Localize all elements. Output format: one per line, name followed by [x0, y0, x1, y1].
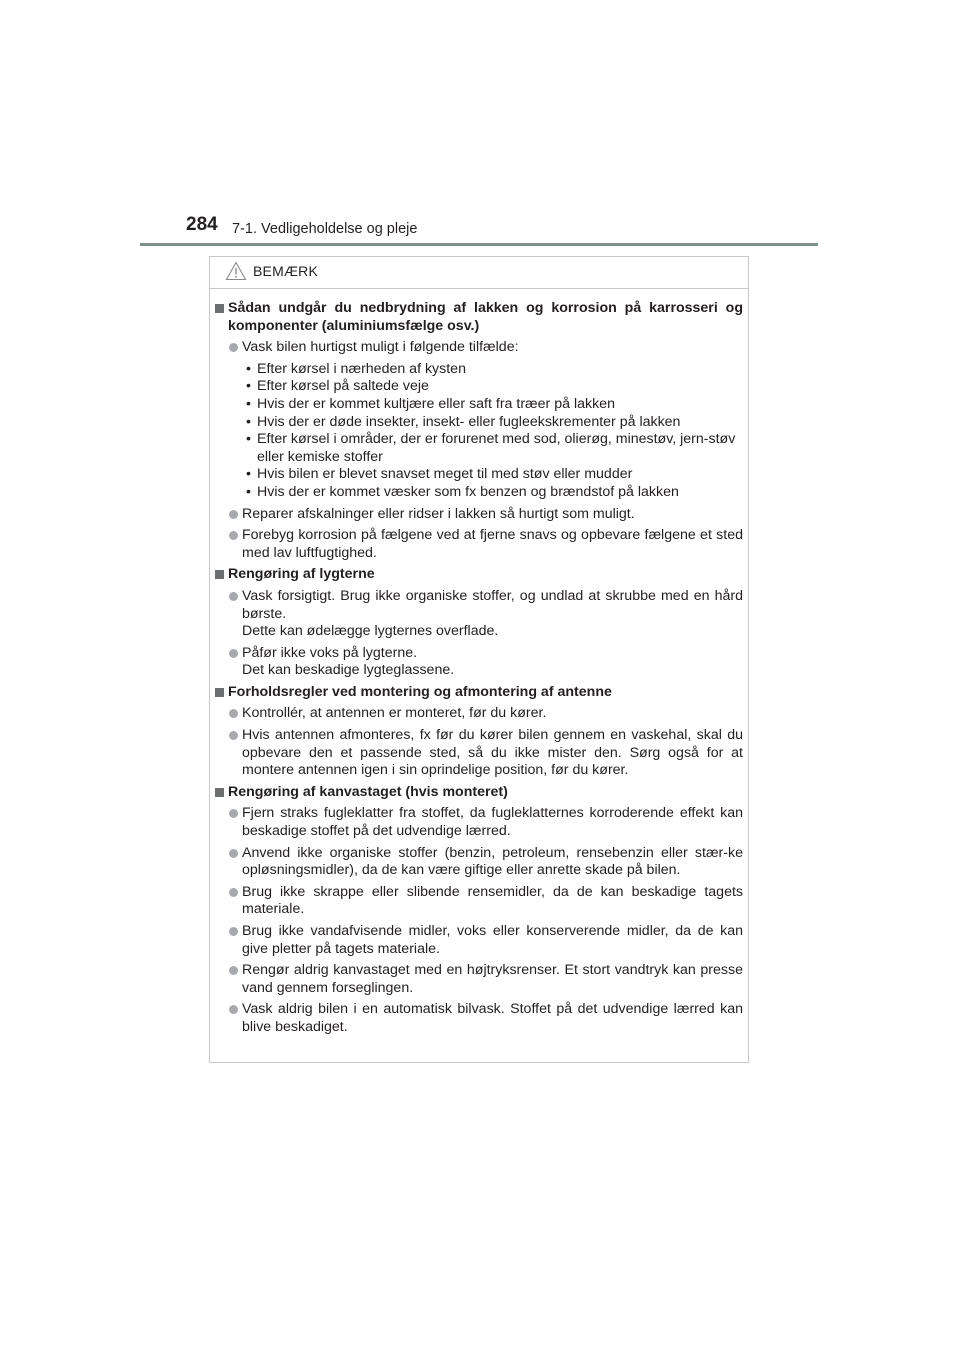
sub-list [215, 361, 743, 502]
bullet-item [215, 339, 743, 357]
notice-content [215, 300, 743, 1041]
sub-list-text: Hvis der er kommet væsker som fx benzen og brændstof på lakken [257, 483, 679, 500]
warning-triangle-icon [225, 261, 247, 281]
sub-list-text: Efter kørsel i områder, der er forurenet med sod, olierøg, minestøv, jern-støv eller kemiske stoffer [257, 431, 736, 465]
bullet-mark-icon: • [246, 483, 251, 500]
bullet-item [215, 884, 743, 919]
circle-bullet-icon [229, 927, 238, 936]
bullet-mark-icon: • [246, 466, 251, 483]
sub-list-item [215, 361, 743, 379]
section-heading-text: Sådan undgår du nedbrydning af lakken og korrosion på karrosseri og komponenter (aluminiumsfælge osv.) [228, 300, 743, 334]
sub-list-item [215, 396, 743, 414]
circle-bullet-icon [229, 531, 238, 540]
bullet-item [215, 506, 743, 524]
section-heading [215, 784, 743, 802]
bullet-note: Dette kan ødelægge lygternes overflade. [242, 623, 499, 640]
circle-bullet-icon [229, 709, 238, 718]
bullet-mark-icon: • [246, 395, 251, 412]
circle-bullet-icon [229, 849, 238, 858]
bullet-item [215, 705, 743, 723]
bullet-mark-icon: • [246, 431, 251, 448]
bullet-text: Reparer afskalninger eller ridser i lakken så hurtigt som muligt. [242, 505, 635, 522]
bullet-item [215, 845, 743, 880]
bullet-text: Hvis antennen afmonteres, fx før du kører bilen gennem en vaskehal, skal du opbevare den et passende sted, så du ikke mister den. Sørg også for at montere antennen igen i sin oprindelige position, før du kører. [242, 727, 743, 779]
circle-bullet-icon [229, 592, 238, 601]
sub-list-item [215, 484, 743, 502]
notice-box [209, 256, 749, 1063]
bullet-text: Forebyg korrosion på fælgene ved at fjerne snavs og opbevare fælgene et sted med lav luftfugtighed. [242, 527, 743, 561]
bullet-text: Brug ikke vandafvisende midler, voks eller konserverende midler, da de kan give pletter på tagets materiale. [242, 923, 743, 957]
circle-bullet-icon [229, 510, 238, 519]
bullet-text: Kontrollér, at antennen er monteret, før du kører. [242, 705, 547, 722]
header-divider [140, 243, 818, 246]
circle-bullet-icon [229, 1005, 238, 1014]
notice-header [210, 257, 748, 289]
sub-list-item [215, 378, 743, 396]
circle-bullet-icon [229, 888, 238, 897]
sub-list-item [215, 414, 743, 432]
circle-bullet-icon [229, 809, 238, 818]
notice-section [215, 784, 743, 1037]
bullet-text: Påfør ikke voks på lygterne. [242, 644, 418, 661]
bullet-item [215, 923, 743, 958]
notice-section [215, 684, 743, 780]
sub-list-text: Hvis bilen er blevet snavset meget til med støv eller mudder [257, 466, 633, 483]
bullet-text: Vask bilen hurtigst muligt i følgende tilfælde: [242, 339, 519, 356]
circle-bullet-icon [229, 731, 238, 740]
sub-list-item [215, 466, 743, 484]
notice-section [215, 566, 743, 680]
bullet-item [215, 962, 743, 997]
sub-list-text: Hvis der er kommet kultjære eller saft fra træer på lakken [257, 395, 615, 412]
bullet-text: Rengør aldrig kanvastaget med en højtryksrenser. Et stort vandtryk kan presse vand gennem forseglingen. [242, 962, 743, 996]
bullet-text: Vask forsigtigt. Brug ikke organiske stoffer, og undlad at skrubbe med en hård børste. [242, 587, 743, 622]
notice-section [215, 300, 743, 562]
bullet-item [215, 645, 743, 680]
section-heading [215, 566, 743, 584]
bullet-text: Fjern straks fugleklatter fra stoffet, da fugleklatternes korroderende effekt kan beskadige stoffet på det udvendige lærred. [242, 805, 743, 840]
section-heading-text: Forholdsregler ved montering og afmontering af antenne [228, 683, 612, 700]
bullet-text: Vask aldrig bilen i en automatisk bilvask. Stoffet på det udvendige lærred kan blive beskadiget. [242, 1001, 743, 1035]
bullet-item [215, 805, 743, 840]
circle-bullet-icon [229, 649, 238, 658]
section-heading [215, 684, 743, 702]
bullet-note: Det kan beskadige lygteglassene. [242, 662, 455, 679]
square-bullet-icon [215, 304, 224, 313]
bullet-text: Brug ikke skrappe eller slibende rensemidler, da de kan beskadige tagets materiale. [242, 883, 743, 918]
square-bullet-icon [215, 788, 224, 797]
section-heading [215, 300, 743, 335]
section-heading-text: Rengøring af lygterne [228, 566, 375, 583]
bullet-item [215, 727, 743, 780]
bullet-mark-icon: • [246, 378, 251, 395]
circle-bullet-icon [229, 343, 238, 352]
bullet-mark-icon: • [246, 413, 251, 430]
bullet-item [215, 1001, 743, 1036]
sub-list-text: Efter kørsel på saltede veje [257, 378, 429, 395]
bullet-item [215, 527, 743, 562]
sub-list-text: Hvis der er døde insekter, insekt- eller fugleekskrementer på lakken [257, 413, 681, 430]
bullet-text: Anvend ikke organiske stoffer (benzin, petroleum, rensebenzin eller stær-ke opløsningsmidler), da de kan være giftige eller anrette skade på bilen. [242, 844, 743, 879]
bullet-item [215, 588, 743, 641]
section-title: 7-1. Vedligeholdelse og pleje [232, 221, 418, 237]
square-bullet-icon [215, 688, 224, 697]
square-bullet-icon [215, 570, 224, 579]
page-number: 284 [186, 214, 218, 235]
circle-bullet-icon [229, 966, 238, 975]
sub-list-item [215, 431, 743, 466]
notice-title: BEMÆRK [253, 263, 318, 279]
sub-list-text: Efter kørsel i nærheden af kysten [257, 360, 466, 377]
section-heading-text: Rengøring af kanvastaget (hvis monteret) [228, 783, 508, 800]
bullet-mark-icon: • [246, 360, 251, 377]
